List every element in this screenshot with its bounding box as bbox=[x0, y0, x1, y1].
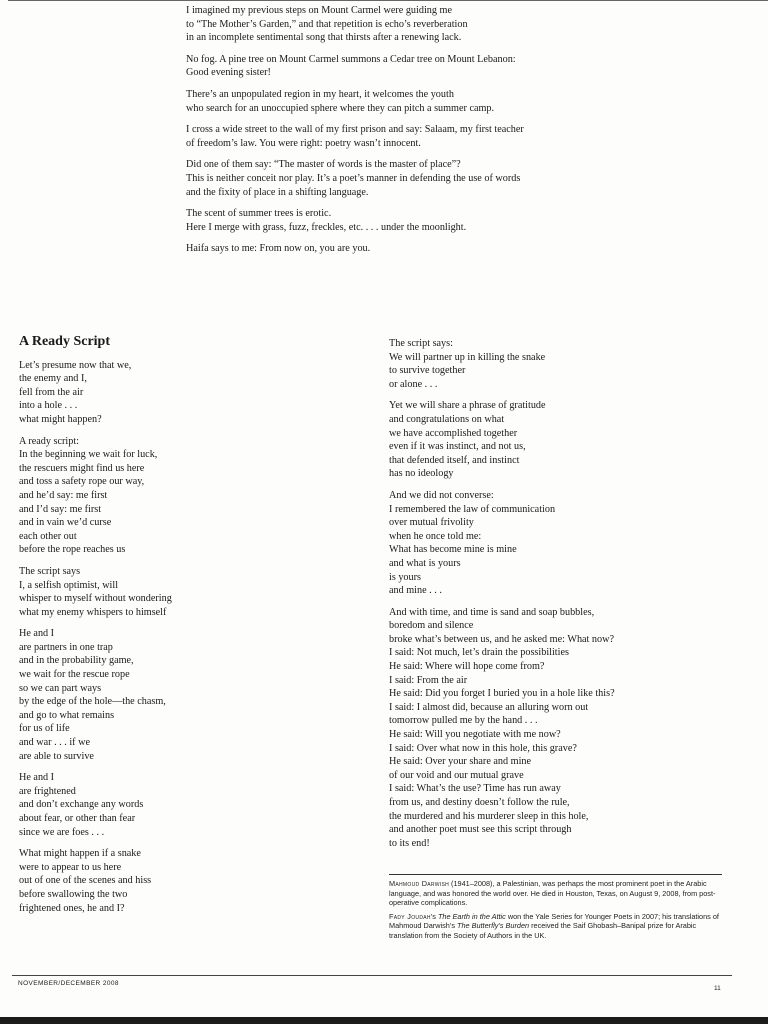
ready-script-right-column bbox=[389, 337, 749, 858]
poem-line: and toss a safety rope our way, bbox=[19, 476, 145, 488]
poem-line: No fog. A pine tree on Mount Carmel summons a Cedar tree on Mount Lebanon: bbox=[186, 53, 516, 65]
stanza bbox=[389, 337, 749, 391]
poem-line: I said: Not much, let’s drain the possibilities bbox=[389, 647, 569, 659]
poem-line: And with time, and time is sand and soap bubbles, bbox=[389, 606, 595, 618]
poem-line: Yet we will share a phrase of gratitude bbox=[389, 400, 546, 412]
poem-line: I said: From the air bbox=[389, 674, 468, 686]
poem-line: we have accomplished together bbox=[389, 427, 518, 439]
poem-line: We will partner up in killing the snake bbox=[389, 351, 546, 363]
stanza bbox=[19, 359, 319, 427]
bio-joudah-end: received the Saif Ghobash–Banipal prize for Arabic translation from the Society of Authors in the UK. bbox=[389, 921, 697, 940]
stanza bbox=[186, 242, 606, 256]
poem-line: This is neither conceit nor play. It’s a poet’s manner in defending the use of words bbox=[186, 172, 521, 184]
poem-line: boredom and silence bbox=[389, 620, 474, 632]
poem-line: and war . . . if we bbox=[19, 737, 91, 749]
poem-line: and what is yours bbox=[389, 557, 461, 569]
poem-line: or alone . . . bbox=[389, 378, 438, 390]
bio-joudah-mid: won the Yale Series for Younger Poets in 2007; his translations of Mahmoud Darwish’s bbox=[389, 911, 719, 931]
poem-line: and in the probability game, bbox=[19, 655, 134, 667]
poem-line: The script says bbox=[19, 565, 81, 577]
poem-line: Good evening sister! bbox=[186, 67, 271, 79]
top-rule bbox=[8, 0, 768, 1]
poem-line: to “The Mother’s Garden,” and that repetition is echo’s reverberation bbox=[186, 18, 468, 30]
poem-line: What has become mine is mine bbox=[389, 544, 517, 556]
poem-line: even if it was instinct, and not us, bbox=[389, 441, 526, 453]
poem-line: Let’s presume now that we, bbox=[19, 359, 132, 371]
poem-line: so we can part ways bbox=[19, 682, 102, 694]
poem-line: Haifa says to me: From now on, you are you. bbox=[186, 243, 371, 255]
stanza bbox=[186, 158, 606, 199]
poem-line: to its end! bbox=[389, 837, 430, 849]
poem-line: He said: Did you forget I buried you in a hole like this? bbox=[389, 688, 615, 700]
stanza bbox=[186, 123, 606, 150]
poem-line: for us of life bbox=[19, 723, 70, 735]
poem-line: the murdered and his murderer sleep in this hole, bbox=[389, 810, 589, 822]
bio-darwish-text: (1941–2008), a Palestinian, was perhaps the most prominent poet in the Arabic language, and was honored the world over. He died in Houston, Texas, on August 9, 2008, from post-operative complications. bbox=[389, 879, 716, 908]
stanza bbox=[389, 399, 749, 481]
poem-line: and don’t exchange any words bbox=[19, 799, 144, 811]
poem-line: In the beginning we wait for luck, bbox=[19, 449, 158, 461]
poem-line: from us, and destiny doesn’t follow the rule, bbox=[389, 797, 570, 808]
poem-line: I remembered the law of communication bbox=[389, 503, 556, 515]
left-stanzas bbox=[19, 359, 319, 916]
poem-line: I said: I almost did, because an alluring worn out bbox=[389, 701, 589, 713]
poem-line: before the rope reaches us bbox=[19, 544, 126, 556]
poem-line: in an incomplete sentimental song that thirsts after a renewing lack. bbox=[186, 32, 462, 44]
poem-line: of freedom’s law. You were right: poetry wasn’t innocent. bbox=[186, 137, 421, 149]
poem-line: has no ideology bbox=[389, 468, 454, 480]
poem-line: of our void and our mutual grave bbox=[389, 769, 524, 781]
stanza bbox=[19, 565, 319, 619]
poem-line: that defended itself, and instinct bbox=[389, 454, 520, 466]
poem-line: and congratulations on what bbox=[389, 413, 505, 425]
poem-line: whisper to myself without wondering bbox=[19, 593, 172, 605]
poem-title: A Ready Script bbox=[19, 334, 110, 349]
stanza bbox=[19, 435, 319, 557]
poem-line: since we are foes . . . bbox=[19, 826, 105, 838]
top-poem bbox=[186, 4, 606, 264]
poem-line: the rescuers might find us here bbox=[19, 462, 145, 474]
ready-script-left-column bbox=[19, 335, 319, 923]
footer-rule bbox=[12, 975, 732, 976]
stanza bbox=[19, 771, 319, 839]
poem-line: who search for an unoccupied sphere where they can pitch a summer camp. bbox=[186, 102, 495, 114]
bio-joudah-name: Fady Joudah bbox=[389, 911, 431, 921]
poem-line: Did one of them say: “The master of words is the master of place”? bbox=[186, 159, 461, 171]
poem-line: He said: Will you negotiate with me now? bbox=[389, 729, 561, 741]
poem-line: and another poet must see this script through bbox=[389, 824, 572, 836]
poem-line: I, a selfish optimist, will bbox=[19, 579, 119, 591]
stanza bbox=[19, 627, 319, 763]
poem-line: I imagined my previous steps on Mount Carmel were guiding me bbox=[186, 5, 452, 16]
bio-joudah-book2: The Butterfly’s Burden bbox=[457, 921, 530, 931]
poem-line: to survive together bbox=[389, 365, 466, 377]
poem-line: are partners in one trap bbox=[19, 641, 113, 653]
poem-line: and the fixity of place in a shifting language. bbox=[186, 186, 369, 198]
poem-line: He and I bbox=[19, 628, 55, 640]
scan-edge bbox=[0, 1017, 768, 1024]
poem-line: I said: What’s the use? Time has run away bbox=[389, 783, 561, 795]
poem-line: into a hole . . . bbox=[19, 400, 78, 412]
bio-joudah-possessive: ’s bbox=[430, 911, 438, 921]
poem-line: The scent of summer trees is erotic. bbox=[186, 208, 332, 220]
poem-line: Here I merge with grass, fuzz, freckles, etc. . . . under the moonlight. bbox=[186, 221, 467, 233]
poem-line: we wait for the rescue rope bbox=[19, 669, 130, 681]
poem-line: What might happen if a snake bbox=[19, 848, 141, 860]
poem-line: broke what’s between us, and he asked me: What now? bbox=[389, 633, 614, 645]
stanza bbox=[186, 4, 606, 45]
poem-line: each other out bbox=[19, 530, 77, 542]
poem-line: about fear, or other than fear bbox=[19, 813, 136, 824]
poem-line: what might happen? bbox=[19, 413, 102, 425]
poem-line: and go to what remains bbox=[19, 709, 115, 721]
poem-line: I said: Over what now in this hole, this grave? bbox=[389, 742, 577, 754]
poem-line: He said: Over your share and mine bbox=[389, 756, 532, 768]
stanza bbox=[186, 53, 606, 80]
stanza bbox=[186, 88, 606, 115]
bio-joudah-book1: The Earth in the Attic bbox=[437, 911, 506, 921]
poem-line: and I’d say: me first bbox=[19, 503, 102, 515]
issue-date: NOVEMBER/DECEMBER 2008 bbox=[18, 980, 119, 987]
poem-line: frightened ones, he and I? bbox=[19, 902, 125, 914]
poem-line: I cross a wide street to the wall of my first prison and say: Salaam, my first teacher bbox=[186, 124, 524, 136]
poem-line: and he’d say: me first bbox=[19, 489, 108, 501]
stanza bbox=[389, 489, 749, 598]
poem-line: and mine . . . bbox=[389, 585, 442, 597]
contributor-notes bbox=[389, 879, 724, 945]
stanza bbox=[186, 207, 606, 234]
page-number: 11 bbox=[714, 985, 721, 992]
poem-line: and in vain we’d curse bbox=[19, 517, 112, 529]
poem-line: He said: Where will hope come from? bbox=[389, 661, 545, 673]
poem-line: by the edge of the hole—the chasm, bbox=[19, 696, 166, 708]
poem-line: over mutual frivolity bbox=[389, 517, 474, 529]
poem-line: And we did not converse: bbox=[389, 489, 494, 501]
right-stanzas bbox=[389, 337, 749, 850]
stanza bbox=[389, 606, 749, 851]
poem-line: the enemy and I, bbox=[19, 373, 87, 385]
bio-rule bbox=[389, 874, 722, 875]
poem-line: The script says: bbox=[389, 338, 453, 349]
poem-line: fell from the air bbox=[19, 386, 84, 398]
poem-line: when he once told me: bbox=[389, 530, 482, 542]
poem-line: tomorrow pulled me by the hand . . . bbox=[389, 715, 538, 727]
poem-line: A ready script: bbox=[19, 435, 79, 447]
stanza bbox=[19, 847, 319, 915]
poem-line: out of one of the scenes and hiss bbox=[19, 875, 152, 887]
poem-line: before swallowing the two bbox=[19, 888, 128, 900]
bio-darwish bbox=[389, 879, 724, 908]
poem-line: are frightened bbox=[19, 785, 76, 797]
poem-line: were to appear to us here bbox=[19, 861, 122, 873]
poem-line: There’s an unpopulated region in my heart, it welcomes the youth bbox=[186, 88, 454, 100]
poem-line: are able to survive bbox=[19, 750, 94, 762]
poem-line: is yours bbox=[389, 571, 421, 583]
bio-joudah bbox=[389, 912, 724, 941]
bio-darwish-name: Mahmoud Darwish bbox=[389, 879, 450, 888]
poem-line: He and I bbox=[19, 772, 55, 784]
poem-line: what my enemy whispers to himself bbox=[19, 606, 167, 618]
